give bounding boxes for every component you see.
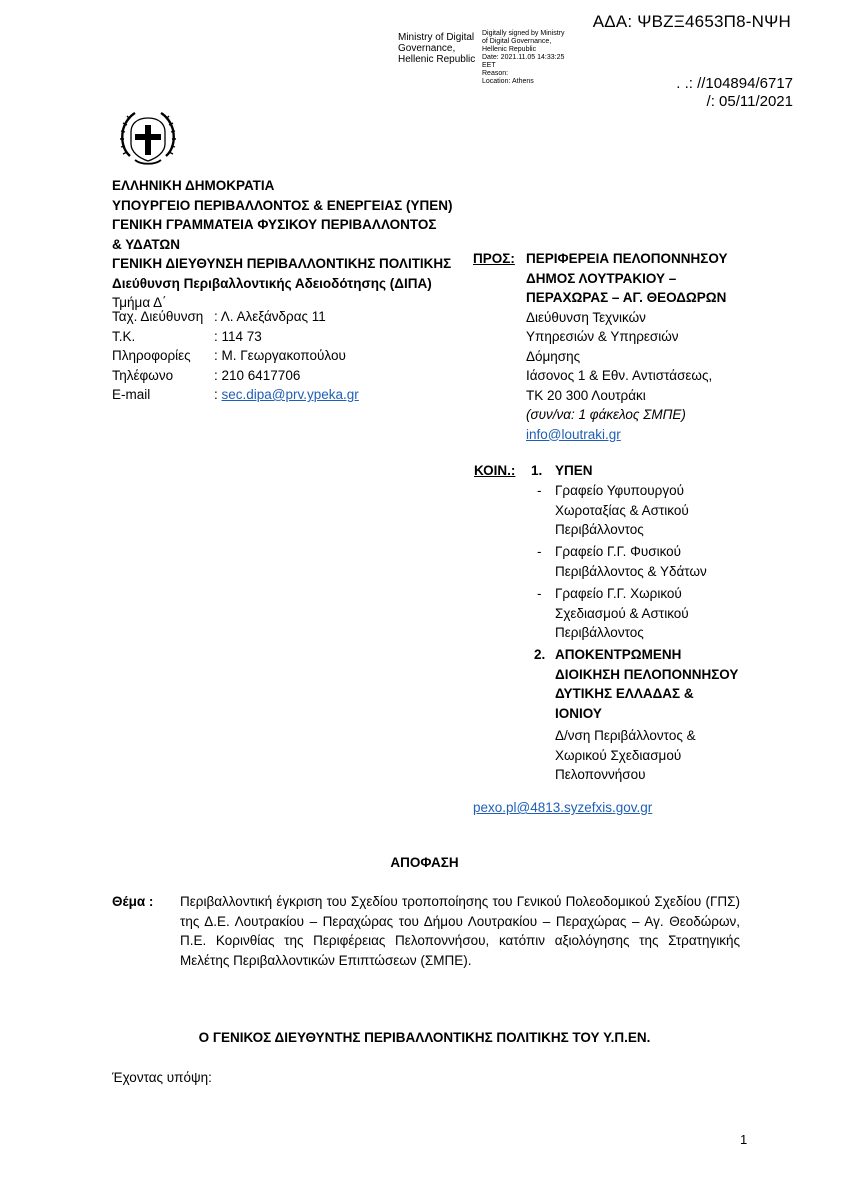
protocol-number: . .: //104894/6717: [676, 75, 793, 92]
sender-ministry: ΥΠΟΥΡΓΕΙΟ ΠΕΡΙΒΑΛΛΟΝΤΟΣ & ΕΝΕΡΓΕΙΑΣ (ΥΠΕΝ): [112, 197, 453, 213]
signature-name-line: Governance,: [398, 43, 456, 54]
cc-item2-sub-line: Δ/νση Περιβάλλοντος &: [555, 728, 696, 743]
cc-email-link[interactable]: pexo.pl@4813.syzefxis.gov.gr: [473, 800, 653, 815]
recipient-label: ΠΡΟΣ:: [473, 251, 515, 266]
contact-label: Πληροφορίες: [112, 348, 191, 363]
signature-detail-line: Date: 2021.11.05 14:33:25: [482, 54, 565, 61]
coat-of-arms-emblem: [117, 108, 179, 170]
recipient-line: Διεύθυνση Τεχνικών: [526, 309, 646, 325]
dash-bullet: -: [537, 544, 542, 559]
page-number: 1: [740, 1132, 748, 1147]
recipient-email-link[interactable]: info@loutraki.gr: [526, 426, 621, 442]
contact-value: : 114 73: [214, 328, 262, 344]
cc-subitem-line: Γραφείο Γ.Γ. Φυσικού: [555, 544, 682, 559]
contact-label: Ταχ. Διεύθυνση: [112, 309, 204, 324]
contact-details: [112, 307, 359, 405]
cc-subitem-line: Γραφείο Υφυπουργού: [555, 483, 684, 498]
cc-subitem-line: Περιβάλλοντος & Υδάτων: [555, 563, 707, 579]
cc-item2-sub-line: Πελοποννήσου: [555, 767, 646, 782]
contact-label: E-mail: [112, 387, 151, 402]
cc-subitem-line: Περιβάλλοντος: [555, 625, 644, 640]
cc-item2-name-line: ΔΥΤΙΚΗΣ ΕΛΛΑΔΑΣ &: [555, 686, 694, 701]
recipient-name-line: ΠΕΡΙΦΕΡΕΙΑ ΠΕΛΟΠΟΝΝΗΣΟΥ: [526, 251, 728, 266]
sender-general-secretariat-cont: & ΥΔΑΤΩΝ: [112, 236, 180, 252]
contact-row: [112, 327, 359, 347]
cc-subitem: [537, 584, 689, 643]
cc-item1-number: 1.: [531, 463, 543, 478]
cc-subitem-line: Χωροταξίας & Αστικού: [555, 502, 689, 518]
cc-item2-name-line: ΑΠΟΚΕΝΤΡΩΜΕΝΗ: [555, 647, 682, 662]
signature-detail-line: Digitally signed by Ministry: [482, 30, 565, 37]
contact-row: [112, 385, 359, 405]
dash-bullet: -: [537, 483, 542, 498]
sender-department: Τμήμα Δ΄: [112, 295, 167, 310]
contact-value-prefix: :: [214, 387, 222, 402]
ada-code: ΑΔΑ: ΨΒΖΞ4653Π8-ΝΨΗ: [592, 12, 791, 31]
signature-name-line: Ministry of Digital: [398, 32, 475, 43]
signature-detail-line: Location: Athens: [482, 78, 534, 85]
protocol-date: /: 05/11/2021: [706, 93, 793, 110]
contact-value: : Μ. Γεωργακοπούλου: [214, 348, 346, 363]
recipient-name-line: ΠΕΡΑΧΩΡΑΣ – ΑΓ. ΘΕΟΔΩΡΩΝ: [526, 290, 727, 305]
cc-subitem-line: Γραφείο Γ.Γ. Χωρικού: [555, 586, 682, 601]
cc-item2-name-line: ΙΟΝΙΟΥ: [555, 705, 602, 721]
cc-item2-sub-line: Χωρικού Σχεδιασμού: [555, 747, 682, 763]
subject-text: Περιβαλλοντική έγκριση του Σχεδίου τροποποίησης του Γενικού Πολεοδομικού Σχεδίου (ΓΠΣ) της Δ.Ε. Λουτρακίου – Περαχώρας του Δήμου Λουτρακίου – Περαχώρας – Αγ. Θεοδώρων, Π.Ε. Κορινθίας της Περιφέρειας Πελοποννήσου, κατόπιν αξιολόγησης της Στρατηγικής Μελέτης Περιβαλλοντικών Επιπτώσεων (ΣΜΠΕ).: [180, 894, 740, 968]
dash-bullet: -: [537, 586, 542, 601]
decision-title: ΑΠΟΦΑΣΗ: [390, 855, 459, 870]
recipient-block: [526, 249, 727, 444]
recipient-line: Υπηρεσιών & Υπηρεσιών: [526, 329, 679, 344]
sender-general-directorate: ΓΕΝΙΚΗ ΔΙΕΥΘΥΝΣΗ ΠΕΡΙΒΑΛΛΟΝΤΙΚΗΣ ΠΟΛΙΤΙΚΗΣ: [112, 256, 452, 271]
digital-signature-name: [398, 32, 482, 65]
digital-signature-details: [482, 30, 572, 86]
cc-subitem: [537, 481, 689, 540]
contact-row: [112, 346, 359, 366]
signature-name-line: Hellenic Republic: [398, 54, 476, 65]
having-considered: Έχοντας υπόψη:: [112, 1070, 212, 1085]
recipient-line: Ιάσονος 1 & Εθν. Αντιστάσεως,: [526, 368, 713, 383]
sender-directorate: Διεύθυνση Περιβαλλοντικής Αδειοδότησης (ΔΙΠΑ): [112, 275, 432, 291]
contact-row: [112, 366, 359, 386]
cc-label: ΚΟΙΝ.:: [474, 463, 516, 478]
director-title: Ο ΓΕΝΙΚΟΣ ΔΙΕΥΘΥΝΤΗΣ ΠΕΡΙΒΑΛΛΟΝΤΙΚΗΣ ΠΟΛΙΤΙΚΗΣ ΤΟΥ Υ.Π.ΕΝ.: [198, 1030, 651, 1045]
cc-item2-sub: [555, 726, 696, 785]
contact-value: : 210 6417706: [214, 367, 301, 383]
contact-row: [112, 307, 359, 327]
sender-general-secretariat: ΓΕΝΙΚΗ ΓΡΑΜΜΑΤΕΙΑ ΦΥΣΙΚΟΥ ΠΕΡΙΒΑΛΛΟΝΤΟΣ: [112, 217, 437, 232]
recipient-name-line: ΔΗΜΟΣ ΛΟΥΤΡΑΚΙΟΥ –: [526, 270, 677, 286]
cc-subitem-line: Σχεδιασμού & Αστικού: [555, 605, 689, 621]
sender-republic: ΕΛΛΗΝΙΚΗ ΔΗΜΟΚΡΑΤΙΑ: [112, 178, 275, 193]
signature-detail-line: Hellenic Republic: [482, 46, 537, 53]
signature-detail-line: EET: [482, 62, 496, 69]
contact-label: Τηλέφωνο: [112, 367, 174, 383]
contact-label: Τ.Κ.: [112, 328, 136, 344]
cc-item2-number: 2.: [534, 647, 546, 662]
recipient-line: Δόμησης: [526, 348, 581, 364]
cc-subitem: [537, 542, 707, 581]
recipient-line: ΤΚ 20 300 Λουτράκι: [526, 387, 646, 403]
signature-detail-line: Reason:: [482, 70, 509, 77]
sender-block: [112, 176, 453, 313]
cc-item2-name: [555, 645, 738, 723]
cc-item2-name-line: ΔΙΟΙΚΗΣΗ ΠΕΛΟΠΟΝΝΗΣΟΥ: [555, 666, 739, 682]
cc-item1-name: ΥΠΕΝ: [555, 463, 593, 478]
recipient-attachment: (συν/να: 1 φάκελος ΣΜΠΕ): [526, 407, 686, 422]
signature-detail-line: of Digital Governance,: [482, 38, 552, 45]
cc-subitem-line: Περιβάλλοντος: [555, 522, 644, 537]
sender-email-link[interactable]: sec.dipa@prv.ypeka.gr: [221, 387, 359, 402]
contact-value: : Λ. Αλεξάνδρας 11: [214, 309, 326, 324]
subject-label: Θέμα :: [112, 894, 154, 909]
